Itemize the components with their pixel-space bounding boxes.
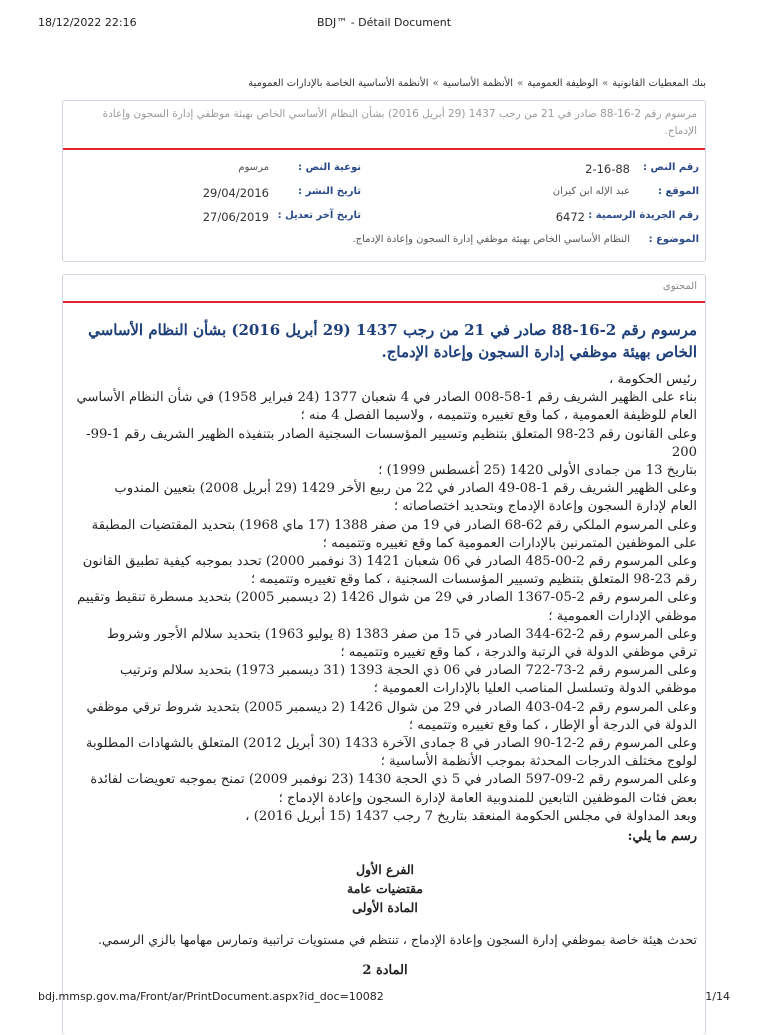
breadcrumb-item-public-service[interactable]: الوظيفة العمومية <box>527 78 599 89</box>
preamble-line: وعلى المرسوم رقم 2-73-722 الصادر في 06 ذي الحجة 1393 (31 ديسمبر 1973) بتحديد سلالم وترتيب <box>120 663 697 679</box>
print-page-title: BDJ™ - Détail Document <box>316 16 452 29</box>
document-summary-panel <box>62 100 706 262</box>
breadcrumb-item-special-statutes[interactable]: الأنظمة الأساسية الخاصة بالإدارات العمومية <box>248 78 429 89</box>
preamble-line: وبعد المداولة في مجلس الحكومة المنعقد بتاريخ 7 رجب 1437 (15 أبريل 2016) ، <box>245 808 697 824</box>
preamble-line: رئيس الحكومة ، <box>609 372 697 387</box>
preamble-line: بتاريخ 13 من جمادى الأولى 1420 (25 أغسطس 1999) ؛ <box>378 463 697 479</box>
type-value: مرسوم <box>238 162 269 173</box>
last-modified-value: 27/06/2019 <box>202 210 269 224</box>
breadcrumb-item-legal-database[interactable]: بنك المعطيات القانونية <box>612 78 706 89</box>
preamble-line: وعلى القانون رقم 23-98 المتعلق بتنظيم وتسيير المؤسسات السجنية الصادر بتنفيذه الظهير الشريف رقم 1-99-200 <box>86 426 697 460</box>
section-title: مقتضيات عامة <box>347 881 423 897</box>
number-label: رقم النص : <box>642 162 699 173</box>
publication-date-label: تاريخ النشر : <box>298 186 361 197</box>
document-body <box>73 319 697 978</box>
subject-value: النظام الأساسي الخاص بهيئة موظفي إدارة السجون وإعادة الإدماج. <box>352 234 630 245</box>
preamble-line: بعض فئات الموظفين التابعين للمندوبية العامة لإدارة السجون وإعادة الإدماج ؛ <box>278 790 697 806</box>
preamble-line: على الموظفين المتمرنين بالإدارات العمومية كما وقع تغييره وتتميمه ؛ <box>322 535 697 551</box>
preamble-line: وعلى المرسوم رقم 2-09-597 الصادر في 5 ذي الحجة 1430 (23 نوفمبر 2009) تمنح بموجبه تعويضات لفائدة <box>90 772 697 788</box>
print-footer <box>38 990 730 1006</box>
preamble-line: موظفي الدولة وتسلسل المناصب العليا بالإدارات العمومية ؛ <box>373 681 697 697</box>
article-2-heading: المادة 2 <box>362 963 408 979</box>
preamble-line: ترقي موظفي الدولة في الرتبة والدرجة ، كما وقع تغييره وتتميمه ؛ <box>340 645 697 661</box>
gazette-number-value: 6472 <box>555 210 585 224</box>
last-modified-label: تاريخ آخر تعديل : <box>277 210 361 221</box>
preamble <box>73 371 697 826</box>
decree-line: رسم ما يلي: <box>627 829 697 845</box>
section-heading: الفرع الأول <box>355 862 415 878</box>
preamble-line: العام للوظيفة العمومية ، كما وقع تغييره وتتميمه ، ولاسيما الفصل 4 منه ؛ <box>300 408 697 424</box>
preamble-line: بناء على الظهير الشريف رقم 1-58-008 الصادر في 4 شعبان 1377 (24 فبراير 1958) في شأن النظام الأساسي <box>76 390 697 406</box>
summary-heading: مرسوم رقم 2-16-88 صادر في 21 من رجب 1437 (29 أبريل 2016) بشأن النظام الأساسي الخاص بهيئة موظفي إدارة السجون وإعادة الإدماج. <box>63 101 705 150</box>
preamble-line: وعلى المرسوم رقم 2-12-90 الصادر في 8 جمادى الآخرة 1433 (30 أبريل 2012) المتعلق بالشهادات المطلوبة <box>85 736 697 752</box>
print-datetime: 18/12/2022 22:16 <box>38 16 137 29</box>
tab-content[interactable]: المحتوى <box>63 275 705 303</box>
print-page-number: 1/14 <box>705 990 730 1003</box>
preamble-line: وعلى المرسوم رقم 2-00-485 الصادر في 06 شعبان 1421 (3 نوفمبر 2000) تحدد بموجبه كيفية تطبيق القانون <box>82 554 697 570</box>
signatory-value: عبد الإله ابن كيران <box>552 186 630 197</box>
gazette-number-label: رقم الجريدة الرسمية : <box>588 210 699 221</box>
number-value: 2-16-88 <box>585 162 630 176</box>
breadcrumb-separator: » <box>432 78 439 89</box>
preamble-line: رقم 23-98 المتعلق بتنظيم وتسيير المؤسسات السجنية ، كما وقع تغييره وتتميمه ؛ <box>251 572 697 588</box>
publication-date-value: 29/04/2016 <box>202 186 269 200</box>
type-label: نوعية النص : <box>298 162 361 173</box>
breadcrumb-separator: » <box>517 78 524 89</box>
preamble-line: الدولة في الدرجة أو الإطار ، كما وقع تغييره وتتميمه ؛ <box>408 717 697 733</box>
preamble-line: وعلى المرسوم رقم 2-05-1367 الصادر في 29 من شوال 1426 (2 ديسمبر 2005) بتحديد مسطرة تنقيط وتقييم <box>77 590 697 606</box>
breadcrumb <box>62 78 706 89</box>
signatory-label: الموقع : <box>657 186 699 197</box>
preamble-line: وعلى المرسوم رقم 2-04-403 الصادر في 29 من شوال 1426 (2 ديسمبر 2005) بتحديد شروط ترقي موظفي <box>86 699 697 715</box>
print-url: bdj.mmsp.gov.ma/Front/ar/PrintDocument.aspx?id_doc=10082 <box>38 990 384 1003</box>
preamble-line: وعلى الظهير الشريف رقم 1-08-49 الصادر في 22 من ربيع الأخر 1429 (29 أبريل 2008) بتعيين المندوب <box>114 481 697 497</box>
preamble-line: وعلى المرسوم رقم 2-62-344 الصادر في 15 من صفر 1383 (8 يوليو 1963) بتحديد سلالم الأجور وشروط <box>106 626 697 642</box>
preamble-line: العام لإدارة السجون وإعادة الإدماج وبتحديد اختصاصاته ؛ <box>393 499 697 515</box>
article-1-text: تحدث هيئة خاصة بموظفي إدارة السجون وإعادة الإدماج ، تنتظم في مستويات تراتبية وتمارس مهامها بالزي الرسمي. <box>97 932 697 948</box>
preamble-line: لولوج مختلف الدرجات المحدثة بموجب الأنظمة الأساسية ؛ <box>380 754 697 770</box>
preamble-line: وعلى المرسوم الملكي رقم 62-68 الصادر في 19 من صفر 1388 (17 ماي 1968) بتحديد المقتضيات المطبقة <box>91 517 697 533</box>
document-title: مرسوم رقم 2-16-88 صادر في 21 من رجب 1437 (29 أبريل 2016) بشأن النظام الأساسي الخاص بهيئة موظفي إدارة السجون وإعادة الإدماج. <box>88 321 697 361</box>
breadcrumb-separator: » <box>602 78 609 89</box>
preamble-line: موظفي الإدارات العمومية ؛ <box>548 608 697 624</box>
print-header <box>38 16 730 32</box>
article-1-heading: المادة الأولى <box>352 900 418 916</box>
breadcrumb-item-statutes[interactable]: الأنظمة الأساسية <box>442 78 514 89</box>
content-panel <box>62 274 706 1035</box>
subject-label: الموضوع : <box>648 234 699 245</box>
